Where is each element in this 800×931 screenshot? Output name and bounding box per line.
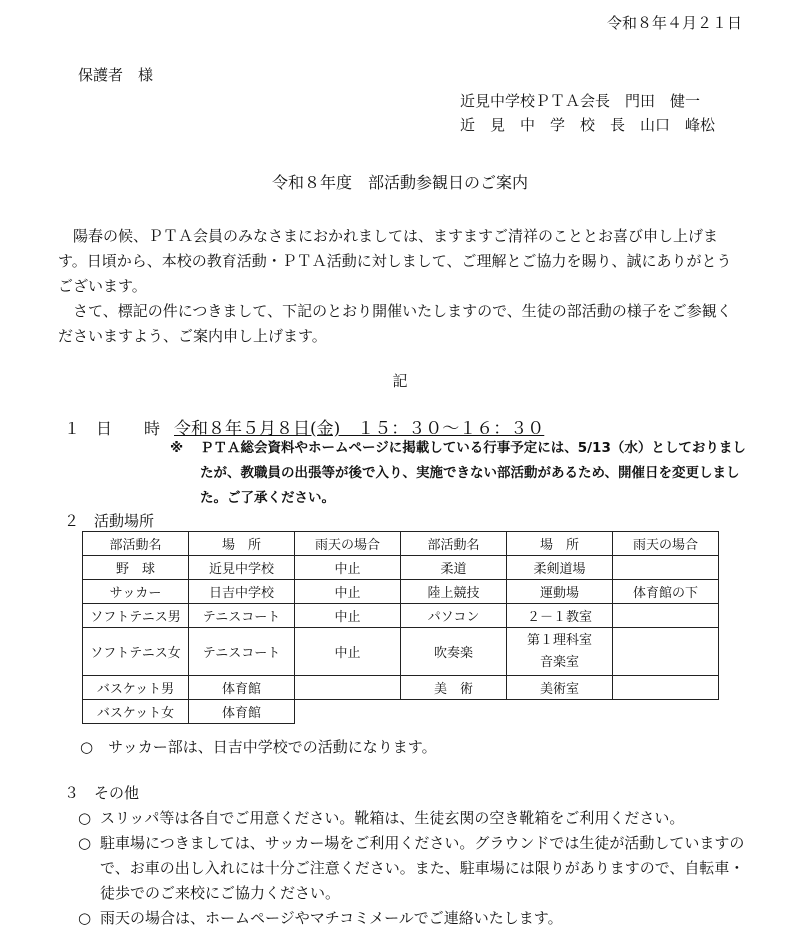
table-cell bbox=[295, 676, 401, 700]
header-rain: 雨天の場合 bbox=[613, 532, 719, 556]
table-cell bbox=[507, 700, 613, 724]
venue-table bbox=[82, 531, 719, 724]
table-cell: 吹奏楽 bbox=[401, 628, 507, 676]
date-change-note bbox=[170, 436, 750, 511]
table-cell: ソフトテニス女 bbox=[83, 628, 189, 676]
place-music-room: 音楽室 bbox=[539, 654, 579, 670]
header-place: 場 所 bbox=[507, 532, 613, 556]
intro-text bbox=[58, 224, 742, 349]
place-science-room: 第１理科室 bbox=[526, 632, 592, 648]
table-cell: 運動場 bbox=[507, 580, 613, 604]
header-rain: 雨天の場合 bbox=[295, 532, 401, 556]
bullet-circle: ○ bbox=[78, 909, 92, 927]
table-cell bbox=[613, 604, 719, 628]
intro-paragraph-2: さて、標記の件につきまして、下記のとおり開催いたしますので、生徒の部活動の様子をご参観くださいますよう、ご案内申し上げます。 bbox=[58, 302, 732, 345]
table-cell: 近見中学校 bbox=[189, 556, 295, 580]
table-cell bbox=[507, 628, 613, 676]
table-cell: 中止 bbox=[295, 556, 401, 580]
list-item-text: 駐車場につきましては、サッカー場をご利用ください。グラウンドでは生徒が活動していますので、お車の出し入れには十分ご注意ください。また、駐車場には限りがありますので、自転車・徒歩でのご来校にご協力ください。 bbox=[100, 834, 745, 902]
table-cell: パソコン bbox=[401, 604, 507, 628]
datetime-value: 令和８年５月８日(金) １５：３０～１６：３０ bbox=[174, 419, 545, 439]
other-section-label: ３ その他 bbox=[64, 784, 140, 802]
recipient: 保護者 様 bbox=[78, 66, 154, 84]
table-cell: 体育館 bbox=[189, 676, 295, 700]
document-title: 令和８年度 部活動参観日のご案内 bbox=[271, 173, 528, 192]
table-cell: ソフトテニス男 bbox=[83, 604, 189, 628]
header-club: 部活動名 bbox=[83, 532, 189, 556]
ki-heading: 記 bbox=[392, 372, 408, 390]
table-cell: 柔剣道場 bbox=[507, 556, 613, 580]
header-place: 場 所 bbox=[189, 532, 295, 556]
list-item bbox=[78, 831, 758, 906]
table-cell: 中止 bbox=[295, 628, 401, 676]
table-cell: 日吉中学校 bbox=[189, 580, 295, 604]
table-cell bbox=[401, 700, 507, 724]
table-cell: バスケット男 bbox=[83, 676, 189, 700]
sender-principal: 近 見 中 学 校 長 山口 峰松 bbox=[460, 116, 716, 134]
table-cell: 柔道 bbox=[401, 556, 507, 580]
bullet-circle: ○ bbox=[78, 809, 92, 827]
table-header-row bbox=[83, 532, 719, 556]
table-cell: 中止 bbox=[295, 604, 401, 628]
table-cell: 陸上競技 bbox=[401, 580, 507, 604]
list-item-text: スリッパ等は各自でご用意ください。靴箱は、生徒玄関の空き靴箱をご利用ください。 bbox=[100, 809, 685, 827]
table-row bbox=[83, 700, 719, 724]
list-item-text: 雨天の場合は、ホームページやマチコミメールでご連絡いたします。 bbox=[100, 909, 563, 927]
table-row bbox=[83, 556, 719, 580]
table-cell bbox=[613, 556, 719, 580]
other-notes-list bbox=[78, 806, 758, 931]
list-item bbox=[78, 806, 758, 831]
table-cell: テニスコート bbox=[189, 604, 295, 628]
note-text: ＰＴＡ総会資料やホームページに掲載している行事予定には、5/13（水）としておりましたが、教職員の出張等が後で入り、実施できない部活動があるため、開催日を変更しました。ご了承ください。 bbox=[200, 440, 746, 506]
table-cell: バスケット女 bbox=[83, 700, 189, 724]
soccer-venue-note: ○ サッカー部は、日吉中学校での活動になります。 bbox=[80, 738, 437, 756]
note-mark: ※ bbox=[170, 440, 184, 456]
table-row bbox=[83, 580, 719, 604]
venue-section-label: ２ 活動場所 bbox=[64, 512, 155, 530]
document-date: 令和８年４月２１日 bbox=[606, 14, 742, 32]
table-cell: 体育館の下 bbox=[613, 580, 719, 604]
table-cell: 美 術 bbox=[401, 676, 507, 700]
table-row bbox=[83, 604, 719, 628]
table-cell: ２－１教室 bbox=[507, 604, 613, 628]
bullet-circle: ○ bbox=[78, 834, 92, 852]
table-row bbox=[83, 628, 719, 676]
table-cell bbox=[613, 628, 719, 676]
sender-pta-chair: 近見中学校ＰＴＡ会長 門田 健一 bbox=[460, 92, 701, 110]
table-row bbox=[83, 676, 719, 700]
intro-paragraph-1: 陽春の候、ＰＴＡ会員のみなさまにおかれましては、ますますご清祥のこととお喜び申し上げます。日頃から、本校の教育活動・ＰＴＡ活動に対しまして、ご理解とご協力を賜り、誠にありがとうございます。 bbox=[58, 227, 732, 295]
header-club: 部活動名 bbox=[401, 532, 507, 556]
table-cell: 中止 bbox=[295, 580, 401, 604]
list-item bbox=[78, 906, 758, 931]
table-cell bbox=[613, 676, 719, 700]
table-cell: 体育館 bbox=[189, 700, 295, 724]
table-cell bbox=[613, 700, 719, 724]
table-cell: 美術室 bbox=[507, 676, 613, 700]
datetime-label: １ 日 時 bbox=[64, 419, 161, 438]
table-cell bbox=[295, 700, 401, 724]
table-cell: テニスコート bbox=[189, 628, 295, 676]
table-cell: 野 球 bbox=[83, 556, 189, 580]
table-cell: サッカー bbox=[83, 580, 189, 604]
